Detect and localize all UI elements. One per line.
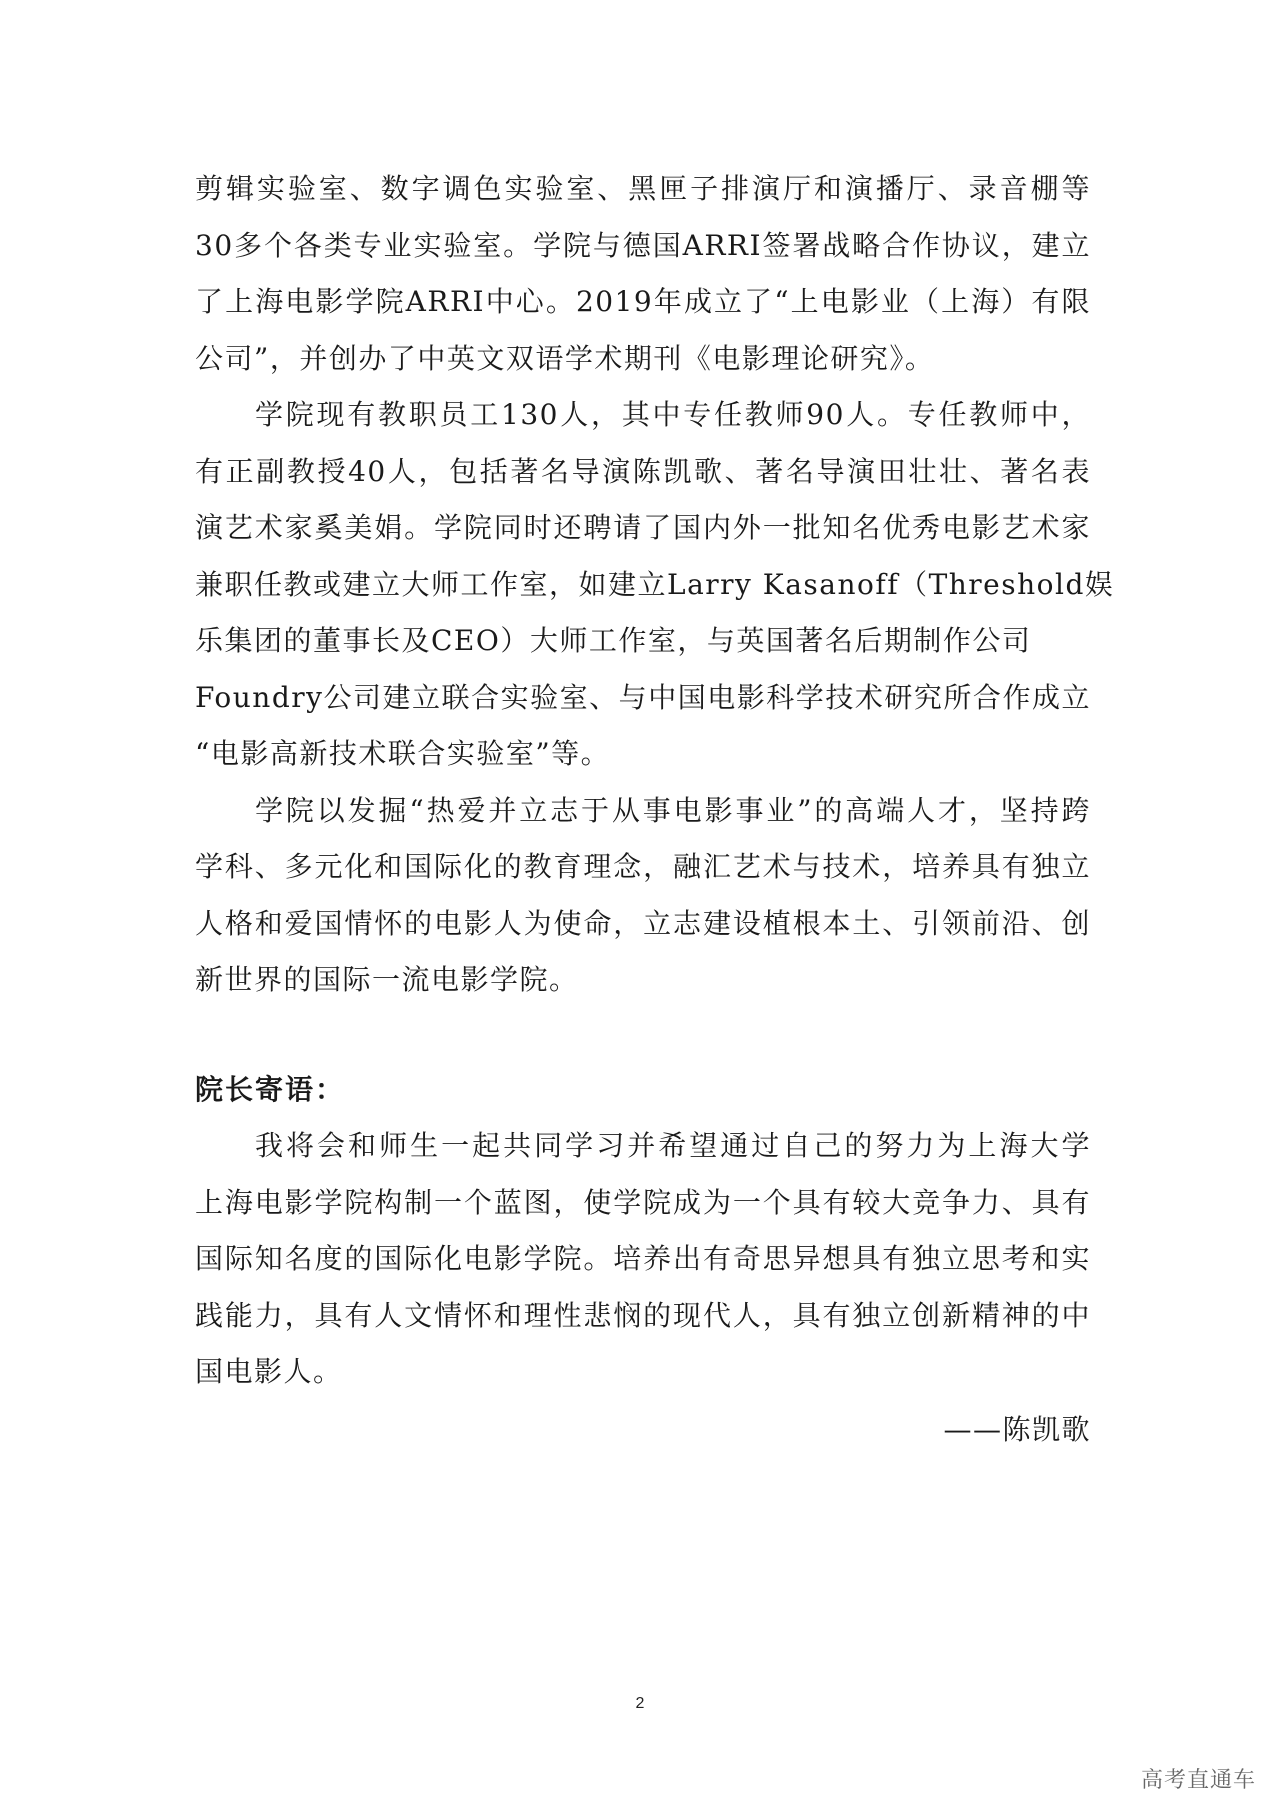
paragraph-line: 我将会和师生一起共同学习并希望通过自己的努力为上海大学 [255, 1129, 1091, 1162]
paragraph-line: 人格和爱国情怀的电影人为使命，立志建设植根本土、引领前沿、创 [195, 906, 1091, 940]
paragraph-line: 剪辑实验室、数字调色实验室、黑匣子排演厅和演播厅、录音棚等 [195, 172, 1091, 205]
paragraph-line: 践能力，具有人文情怀和理性悲悯的现代人，具有独立创新精神的中 [195, 1298, 1091, 1332]
paragraph-line: 兼职任教或建立大师工作室，如建立Larry Kasanoff（Threshold娱 [195, 567, 1115, 601]
paragraph-line: 学院以发掘“热爱并立志于从事电影事业”的高端人才，坚持跨 [255, 793, 1091, 827]
body-text-upper [195, 161, 1115, 1009]
paragraph-line: 有正副教授40人，包括著名导演陈凯歌、著名导演田壮壮、著名表 [195, 454, 1091, 488]
paragraph-line: “电影高新技术联合实验室”等。 [195, 737, 611, 770]
section-heading: 院长寄语： [195, 1073, 346, 1106]
signature: ——陈凯歌 [943, 1413, 1091, 1446]
paragraph-line: 乐集团的董事长及CEO）大师工作室，与英国著名后期制作公司 [195, 624, 1032, 657]
paragraph-line: 学科、多元化和国际化的教育理念，融汇艺术与技术，培养具有独立 [195, 850, 1091, 883]
paragraph-line: 30多个各类专业实验室。学院与德国ARRI签署战略合作协议，建立 [195, 228, 1091, 262]
body-text-message [195, 1118, 1091, 1401]
page-number: 2 [635, 1695, 645, 1712]
paragraph-line: 演艺术家奚美娟。学院同时还聘请了国内外一批知名优秀电影艺术家 [195, 511, 1091, 544]
paragraph-line: 新世界的国际一流电影学院。 [195, 963, 579, 996]
paragraph-line: 了上海电影学院ARRI中心。2019年成立了“上电影业（上海）有限 [195, 285, 1091, 318]
paragraph-line: 上海电影学院构制一个蓝图，使学院成为一个具有较大竞争力、具有 [195, 1185, 1091, 1219]
paragraph-line: 公司”，并创办了中英文双语学术期刊《电影理论研究》。 [195, 341, 935, 375]
paragraph-line: 学院现有教职员工130人，其中专任教师90人。专任教师中， [255, 398, 1091, 431]
paragraph-line: 国电影人。 [195, 1355, 343, 1388]
paragraph-line: 国际知名度的国际化电影学院。培养出有奇思异想具有独立思考和实 [195, 1242, 1091, 1275]
paragraph-line: Foundry公司建立联合实验室、与中国电影科学技术研究所合作成立 [195, 680, 1091, 714]
watermark: 高考直通车 [1140, 1768, 1256, 1793]
